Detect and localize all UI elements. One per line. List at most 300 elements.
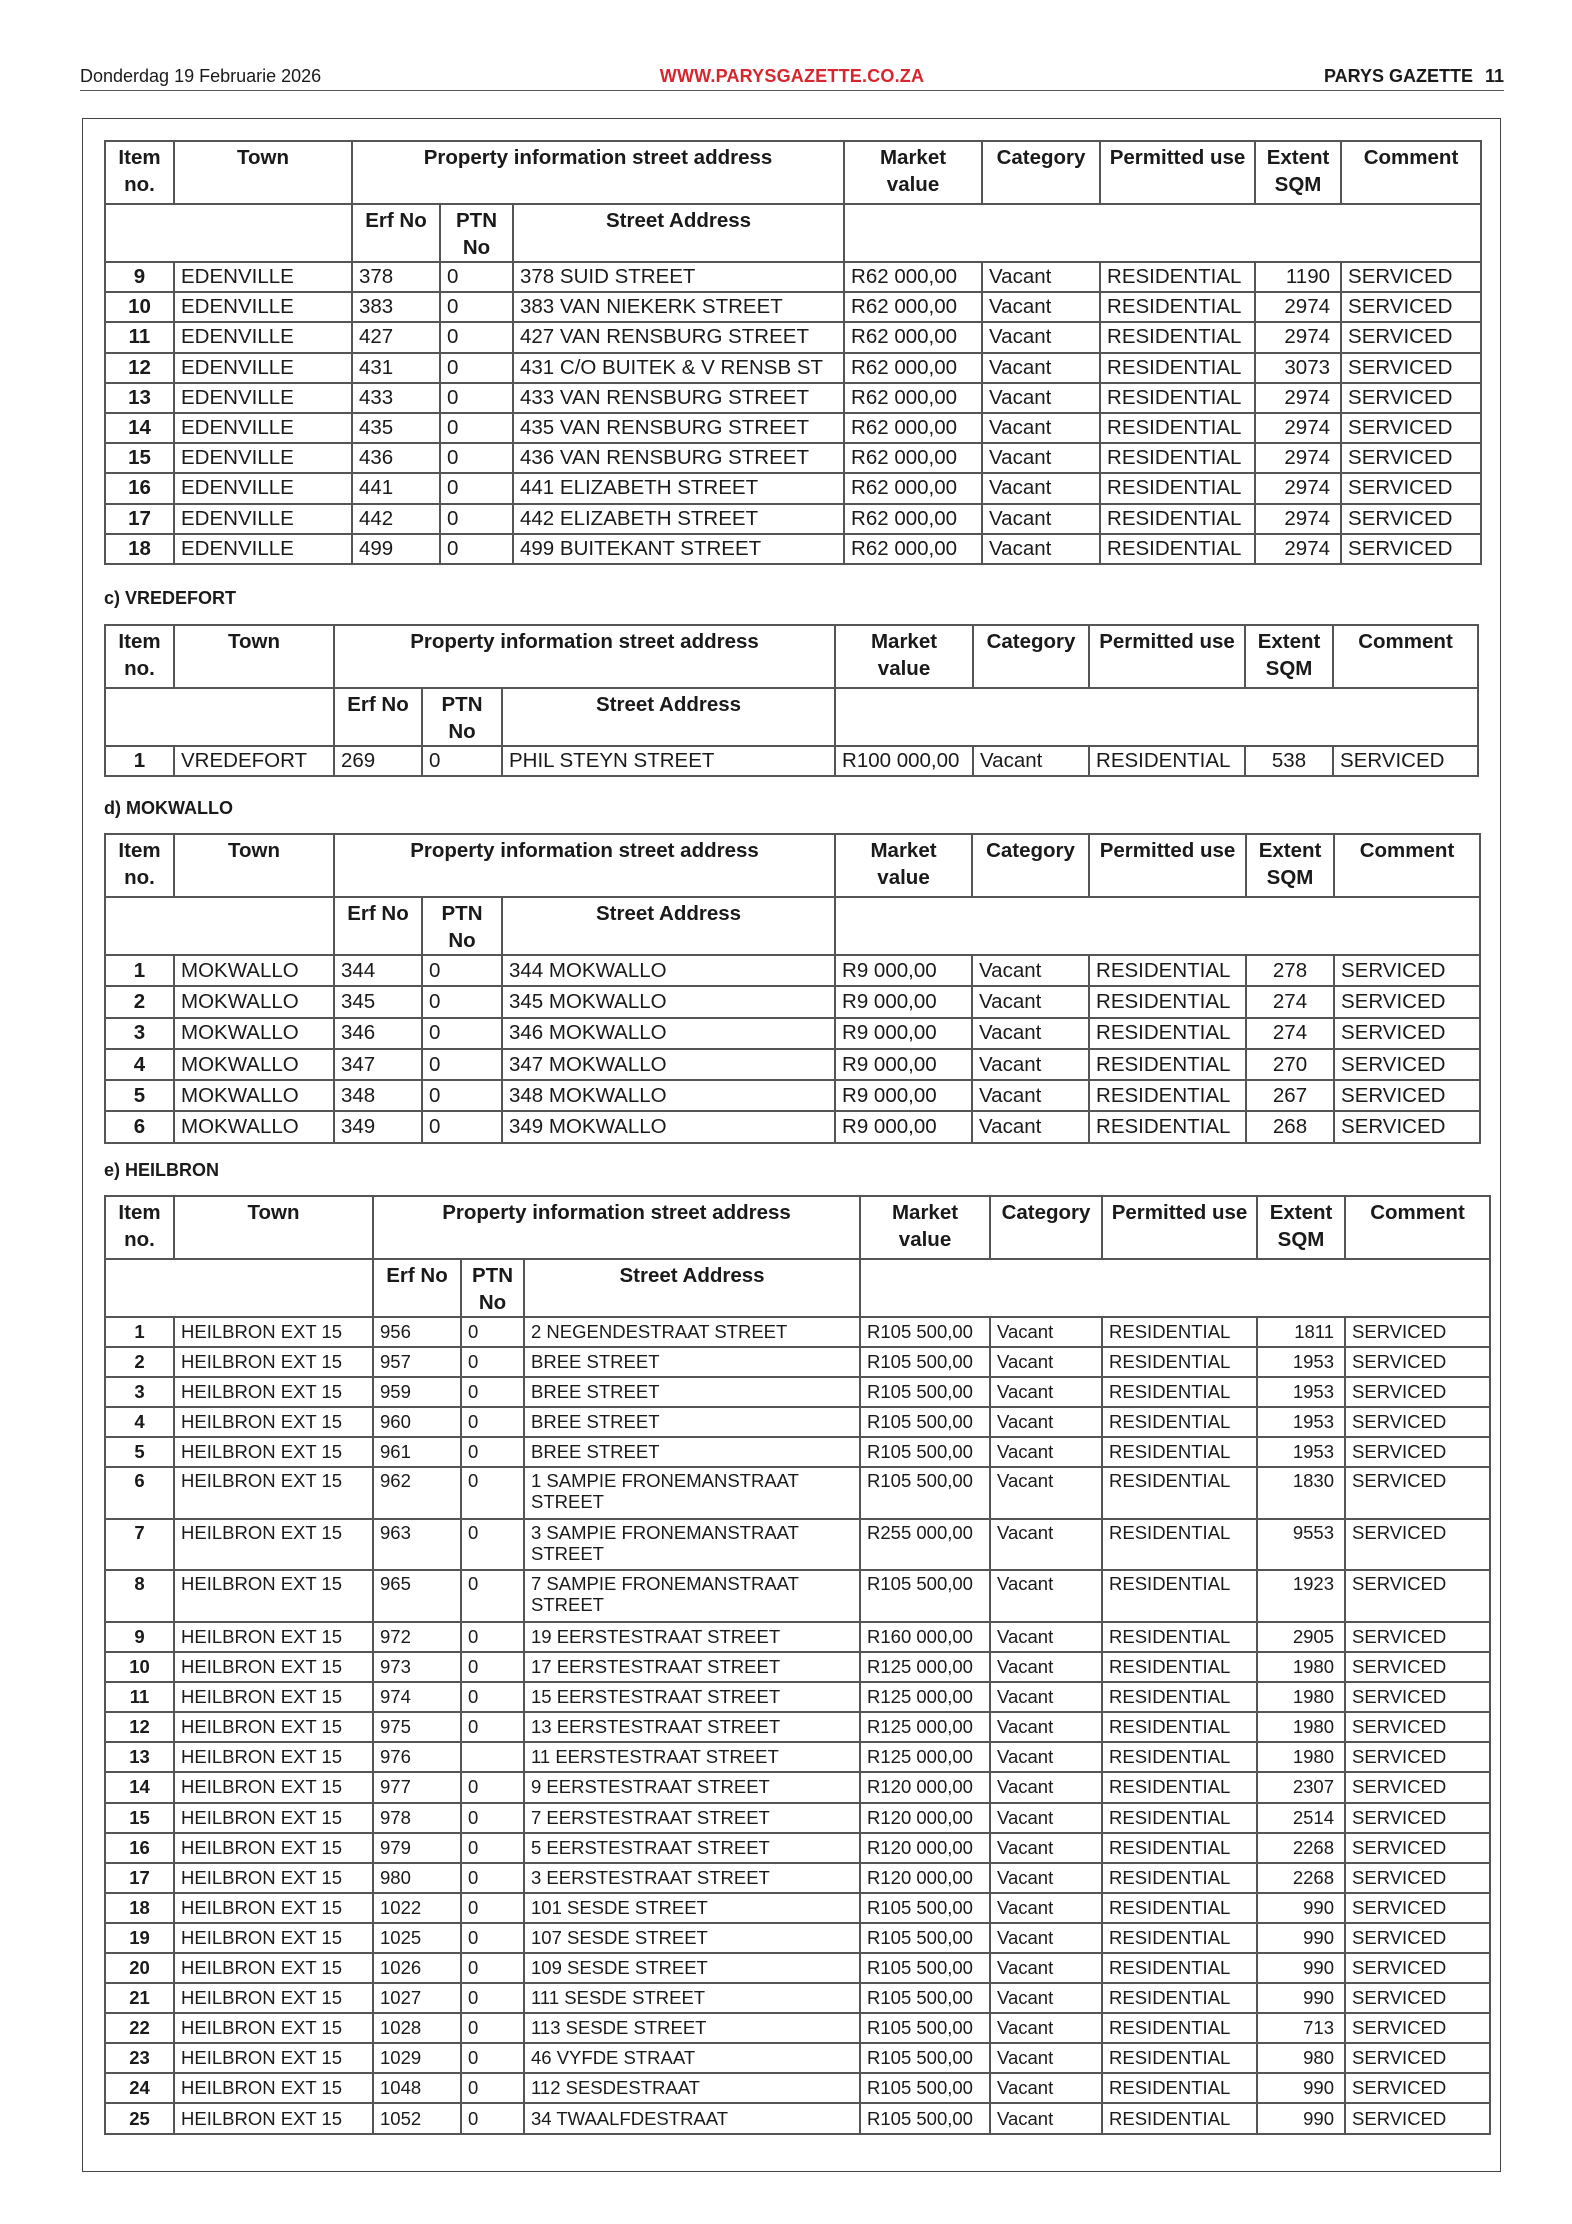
erf-no-cell: 976 [373,1742,461,1772]
town-cell: EDENVILLE [174,262,352,292]
table-row [105,1622,1490,1652]
comment-cell: SERVICED [1345,2103,1490,2133]
col-extent: Extent SQM [1257,1196,1345,1259]
col-market-value: Market value [835,834,972,897]
extent-cell: 1980 [1257,1742,1345,1772]
town-cell: MOKWALLO [174,1080,334,1111]
street-address-cell: 346 MOKWALLO [502,1018,835,1049]
town-cell: MOKWALLO [174,955,334,986]
col-property-info: Property information street address [334,834,835,897]
table-row [105,1049,1480,1080]
comment-cell: SERVICED [1333,746,1478,776]
permitted-use-cell: RESIDENTIAL [1089,1049,1246,1080]
item-no-cell: 1 [105,955,174,986]
comment-cell: SERVICED [1345,1622,1490,1652]
town-cell: MOKWALLO [174,1111,334,1142]
street-address-cell: 5 EERSTESTRAAT STREET [524,1833,860,1863]
ptn-no-cell: 0 [461,1712,524,1742]
street-address-cell: 7 SAMPIE FRONEMANSTRAAT STREET [524,1570,860,1622]
town-cell: HEILBRON EXT 15 [174,1772,373,1802]
item-no-cell: 11 [105,1682,174,1712]
town-cell: HEILBRON EXT 15 [174,1712,373,1742]
table-row [105,1111,1480,1142]
permitted-use-cell: RESIDENTIAL [1102,1570,1257,1622]
table-row [105,413,1481,443]
ptn-no-cell: 0 [422,1111,502,1142]
street-address-cell: 9 EERSTESTRAAT STREET [524,1772,860,1802]
item-no-cell: 6 [105,1111,174,1142]
vredefort-table [104,624,1479,777]
subheader-blank [835,688,1478,746]
street-address-cell: 113 SESDE STREET [524,2013,860,2043]
town-cell: HEILBRON EXT 15 [174,2103,373,2133]
town-cell: EDENVILLE [174,353,352,383]
ptn-no-cell: 0 [461,1772,524,1802]
permitted-use-cell: RESIDENTIAL [1102,1437,1257,1467]
category-cell: Vacant [982,443,1100,473]
comment-cell: SERVICED [1345,1803,1490,1833]
table-row [105,1519,1490,1571]
ptn-no-cell: 0 [461,2043,524,2073]
street-address-cell: 101 SESDE STREET [524,1893,860,1923]
extent-cell: 2974 [1255,443,1341,473]
table-row [105,322,1481,352]
erf-no-cell: 977 [373,1772,461,1802]
col-erf-no: Erf No [334,897,422,955]
market-value-cell: R120 000,00 [860,1833,990,1863]
table-row [105,1407,1490,1437]
permitted-use-cell: RESIDENTIAL [1102,1519,1257,1571]
permitted-use-cell: RESIDENTIAL [1102,1953,1257,1983]
ptn-no-cell: 0 [440,322,513,352]
extent-cell: 270 [1246,1049,1334,1080]
extent-cell: 980 [1257,2043,1345,2073]
ptn-no-cell: 0 [461,1377,524,1407]
street-address-cell: 435 VAN RENSBURG STREET [513,413,844,443]
erf-no-cell: 978 [373,1803,461,1833]
street-address-cell: 345 MOKWALLO [502,986,835,1017]
item-no-cell: 3 [105,1377,174,1407]
category-cell: Vacant [982,413,1100,443]
col-category: Category [982,141,1100,204]
extent-cell: 1190 [1255,262,1341,292]
category-cell: Vacant [990,1377,1102,1407]
comment-cell: SERVICED [1334,1111,1480,1142]
market-value-cell: R105 500,00 [860,1407,990,1437]
category-cell: Vacant [972,955,1089,986]
erf-no-cell: 980 [373,1863,461,1893]
comment-cell: SERVICED [1345,1772,1490,1802]
town-cell: HEILBRON EXT 15 [174,1863,373,1893]
table-row [105,504,1481,534]
market-value-cell: R160 000,00 [860,1622,990,1652]
item-no-cell: 17 [105,1863,174,1893]
erf-no-cell: 383 [352,292,440,322]
item-no-cell: 9 [105,262,174,292]
erf-no-cell: 378 [352,262,440,292]
col-street-address: Street Address [524,1259,860,1317]
street-address-cell: 19 EERSTESTRAAT STREET [524,1622,860,1652]
ptn-no-cell: 0 [461,1622,524,1652]
street-address-cell: BREE STREET [524,1377,860,1407]
table-row [105,1437,1490,1467]
erf-no-cell: 972 [373,1622,461,1652]
table-row [105,2103,1490,2133]
market-value-cell: R9 000,00 [835,1111,972,1142]
town-cell: EDENVILLE [174,322,352,352]
comment-cell: SERVICED [1345,1833,1490,1863]
town-cell: HEILBRON EXT 15 [174,1437,373,1467]
table-row [105,1317,1490,1347]
comment-cell: SERVICED [1345,1983,1490,2013]
market-value-cell: R9 000,00 [835,1018,972,1049]
paper-name: PARYS GAZETTE [1323,66,1473,86]
item-no-cell: 15 [105,1803,174,1833]
item-no-cell: 4 [105,1049,174,1080]
category-cell: Vacant [990,1712,1102,1742]
comment-cell: SERVICED [1345,1712,1490,1742]
table-row [105,1377,1490,1407]
street-address-cell: 15 EERSTESTRAAT STREET [524,1682,860,1712]
heilbron-table-header [105,1196,1490,1317]
permitted-use-cell: RESIDENTIAL [1089,1080,1246,1111]
extent-cell: 2974 [1255,292,1341,322]
street-address-cell: 13 EERSTESTRAAT STREET [524,1712,860,1742]
comment-cell: SERVICED [1334,1080,1480,1111]
col-extent: Extent SQM [1245,625,1333,688]
permitted-use-cell: RESIDENTIAL [1100,292,1255,322]
erf-no-cell: 346 [334,1018,422,1049]
heilbron-table [104,1195,1491,2135]
street-address-cell: 427 VAN RENSBURG STREET [513,322,844,352]
street-address-cell: 349 MOKWALLO [502,1111,835,1142]
town-cell: MOKWALLO [174,1049,334,1080]
comment-cell: SERVICED [1345,1377,1490,1407]
table-row [105,534,1481,564]
table-row [105,1863,1490,1893]
permitted-use-cell: RESIDENTIAL [1089,955,1246,986]
market-value-cell: R105 500,00 [860,1377,990,1407]
erf-no-cell: 348 [334,1080,422,1111]
col-town: Town [174,625,334,688]
town-cell: HEILBRON EXT 15 [174,1833,373,1863]
permitted-use-cell: RESIDENTIAL [1089,746,1245,776]
table-row [105,292,1481,322]
item-no-cell: 12 [105,1712,174,1742]
ptn-no-cell: 0 [461,1983,524,2013]
extent-cell: 2974 [1255,534,1341,564]
market-value-cell: R62 000,00 [844,292,982,322]
ptn-no-cell: 0 [461,2013,524,2043]
street-address-cell: 7 EERSTESTRAAT STREET [524,1803,860,1833]
ptn-no-cell: 0 [461,1863,524,1893]
street-address-cell: 442 ELIZABETH STREET [513,504,844,534]
market-value-cell: R125 000,00 [860,1712,990,1742]
col-comment: Comment [1333,625,1478,688]
erf-no-cell: 433 [352,383,440,413]
item-no-cell: 23 [105,2043,174,2073]
ptn-no-cell: 0 [461,1437,524,1467]
market-value-cell: R105 500,00 [860,1347,990,1377]
comment-cell: SERVICED [1345,1467,1490,1519]
ptn-no-cell: 0 [440,353,513,383]
col-town: Town [174,141,352,204]
col-market-value: Market value [844,141,982,204]
extent-cell: 1830 [1257,1467,1345,1519]
col-property-info: Property information street address [334,625,835,688]
market-value-cell: R62 000,00 [844,504,982,534]
ptn-no-cell: 0 [440,262,513,292]
category-cell: Vacant [990,1983,1102,2013]
market-value-cell: R9 000,00 [835,986,972,1017]
erf-no-cell: 345 [334,986,422,1017]
category-cell: Vacant [990,2073,1102,2103]
permitted-use-cell: RESIDENTIAL [1102,1803,1257,1833]
erf-no-cell: 436 [352,443,440,473]
table-row [105,1570,1490,1622]
table-row [105,443,1481,473]
extent-cell: 2268 [1257,1833,1345,1863]
street-address-cell: BREE STREET [524,1407,860,1437]
category-cell: Vacant [990,1622,1102,1652]
extent-cell: 2974 [1255,413,1341,443]
market-value-cell: R62 000,00 [844,353,982,383]
permitted-use-cell: RESIDENTIAL [1100,534,1255,564]
item-no-cell: 12 [105,353,174,383]
table-row [105,2043,1490,2073]
category-cell: Vacant [990,1833,1102,1863]
mokwallo-table-header [105,834,1480,955]
town-cell: EDENVILLE [174,534,352,564]
section-label-mokwallo: d) MOKWALLO [104,798,233,818]
item-no-cell: 8 [105,1570,174,1622]
table-row [105,1018,1480,1049]
town-cell: HEILBRON EXT 15 [174,2043,373,2073]
item-no-cell: 16 [105,1833,174,1863]
street-address-cell: 378 SUID STREET [513,262,844,292]
table-row [105,1893,1490,1923]
ptn-no-cell: 0 [440,473,513,503]
col-erf-no: Erf No [352,204,440,262]
extent-cell: 1923 [1257,1570,1345,1622]
table-row [105,2073,1490,2103]
erf-no-cell: 963 [373,1519,461,1571]
category-cell: Vacant [990,1347,1102,1377]
erf-no-cell: 979 [373,1833,461,1863]
comment-cell: SERVICED [1341,534,1481,564]
permitted-use-cell: RESIDENTIAL [1102,1407,1257,1437]
item-no-cell: 16 [105,473,174,503]
item-no-cell: 2 [105,986,174,1017]
permitted-use-cell: RESIDENTIAL [1102,2013,1257,2043]
item-no-cell: 18 [105,1893,174,1923]
street-address-cell: 2 NEGENDESTRAAT STREET [524,1317,860,1347]
market-value-cell: R120 000,00 [860,1772,990,1802]
item-no-cell: 11 [105,322,174,352]
ptn-no-cell: 0 [422,1080,502,1111]
street-address-cell: 344 MOKWALLO [502,955,835,986]
market-value-cell: R9 000,00 [835,955,972,986]
market-value-cell: R120 000,00 [860,1803,990,1833]
erf-no-cell: 1022 [373,1893,461,1923]
item-no-cell: 13 [105,1742,174,1772]
street-address-cell: 383 VAN NIEKERK STREET [513,292,844,322]
street-address-cell: 112 SESDESTRAAT [524,2073,860,2103]
market-value-cell: R62 000,00 [844,262,982,292]
market-value-cell: R255 000,00 [860,1519,990,1571]
permitted-use-cell: RESIDENTIAL [1100,504,1255,534]
table-row [105,1712,1490,1742]
town-cell: MOKWALLO [174,986,334,1017]
category-cell: Vacant [982,534,1100,564]
permitted-use-cell: RESIDENTIAL [1102,1652,1257,1682]
permitted-use-cell: RESIDENTIAL [1100,413,1255,443]
permitted-use-cell: RESIDENTIAL [1089,1018,1246,1049]
town-cell: EDENVILLE [174,292,352,322]
ptn-no-cell: 0 [461,1893,524,1923]
category-cell: Vacant [990,1953,1102,1983]
street-address-cell: 436 VAN RENSBURG STREET [513,443,844,473]
town-cell: EDENVILLE [174,443,352,473]
table-row [105,1833,1490,1863]
table-row [105,2013,1490,2043]
permitted-use-cell: RESIDENTIAL [1102,1772,1257,1802]
extent-cell: 9553 [1257,1519,1345,1571]
table-row [105,262,1481,292]
erf-no-cell: 499 [352,534,440,564]
extent-cell: 267 [1246,1080,1334,1111]
item-no-cell: 4 [105,1407,174,1437]
comment-cell: SERVICED [1341,353,1481,383]
ptn-no-cell: 0 [461,1519,524,1571]
col-ptn-no: PTN No [461,1259,524,1317]
town-cell: HEILBRON EXT 15 [174,1682,373,1712]
comment-cell: SERVICED [1345,1652,1490,1682]
ptn-no-cell: 0 [461,1652,524,1682]
extent-cell: 1980 [1257,1682,1345,1712]
town-cell: HEILBRON EXT 15 [174,1347,373,1377]
extent-cell: 274 [1246,986,1334,1017]
ptn-no-cell: 0 [461,1953,524,1983]
erf-no-cell: 344 [334,955,422,986]
table-row [105,1983,1490,2013]
category-cell: Vacant [990,1742,1102,1772]
permitted-use-cell: RESIDENTIAL [1102,1923,1257,1953]
table-row [105,353,1481,383]
permitted-use-cell: RESIDENTIAL [1102,1833,1257,1863]
extent-cell: 990 [1257,2103,1345,2133]
town-cell: HEILBRON EXT 15 [174,1622,373,1652]
market-value-cell: R120 000,00 [860,1863,990,1893]
permitted-use-cell: RESIDENTIAL [1100,473,1255,503]
category-cell: Vacant [972,1111,1089,1142]
category-cell: Vacant [990,2103,1102,2133]
item-no-cell: 10 [105,1652,174,1682]
comment-cell: SERVICED [1345,1953,1490,1983]
edenville-table-header [105,141,1481,262]
item-no-cell: 10 [105,292,174,322]
subheader-blank [860,1259,1490,1317]
comment-cell: SERVICED [1345,1570,1490,1622]
permitted-use-cell: RESIDENTIAL [1102,2073,1257,2103]
comment-cell: SERVICED [1345,1519,1490,1571]
erf-no-cell: 347 [334,1049,422,1080]
category-cell: Vacant [982,322,1100,352]
market-value-cell: R100 000,00 [835,746,973,776]
comment-cell: SERVICED [1345,1742,1490,1772]
category-cell: Vacant [990,1652,1102,1682]
market-value-cell: R62 000,00 [844,473,982,503]
col-extent: Extent SQM [1255,141,1341,204]
extent-cell: 990 [1257,1893,1345,1923]
market-value-cell: R105 500,00 [860,2013,990,2043]
erf-no-cell: 957 [373,1347,461,1377]
item-no-cell: 17 [105,504,174,534]
col-comment: Comment [1341,141,1481,204]
comment-cell: SERVICED [1341,322,1481,352]
permitted-use-cell: RESIDENTIAL [1102,1863,1257,1893]
permitted-use-cell: RESIDENTIAL [1102,1682,1257,1712]
col-permitted-use: Permitted use [1089,625,1245,688]
col-erf-no: Erf No [334,688,422,746]
item-no-cell: 25 [105,2103,174,2133]
permitted-use-cell: RESIDENTIAL [1100,353,1255,383]
website-link[interactable]: WWW.PARYSGAZETTE.CO.ZA [659,66,925,86]
town-cell: HEILBRON EXT 15 [174,1893,373,1923]
ptn-no-cell: 0 [422,746,502,776]
table-row [105,1923,1490,1953]
market-value-cell: R62 000,00 [844,322,982,352]
col-item-no: Item no. [105,834,174,897]
street-address-cell: PHIL STEYN STREET [502,746,835,776]
town-cell: HEILBRON EXT 15 [174,1377,373,1407]
col-market-value: Market value [860,1196,990,1259]
permitted-use-cell: RESIDENTIAL [1102,1377,1257,1407]
erf-no-cell: 431 [352,353,440,383]
col-category: Category [972,834,1089,897]
erf-no-cell: 441 [352,473,440,503]
item-no-cell: 14 [105,1772,174,1802]
col-category: Category [973,625,1089,688]
col-property-info: Property information street address [352,141,844,204]
col-item-no: Item no. [105,625,174,688]
category-cell: Vacant [990,1923,1102,1953]
table-row [105,1080,1480,1111]
subheader-blank [105,204,352,262]
extent-cell: 268 [1246,1111,1334,1142]
col-comment: Comment [1345,1196,1490,1259]
erf-no-cell: 1028 [373,2013,461,2043]
market-value-cell: R105 500,00 [860,2103,990,2133]
masthead [1324,66,1504,87]
col-permitted-use: Permitted use [1100,141,1255,204]
subheader-blank [105,1259,373,1317]
table-row [105,1347,1490,1377]
extent-cell: 2307 [1257,1772,1345,1802]
category-cell: Vacant [982,383,1100,413]
extent-cell: 1980 [1257,1712,1345,1742]
ptn-no-cell: 0 [440,443,513,473]
market-value-cell: R9 000,00 [835,1080,972,1111]
ptn-no-cell: 0 [461,1570,524,1622]
table-row [105,1953,1490,1983]
permitted-use-cell: RESIDENTIAL [1102,1622,1257,1652]
ptn-no-cell: 0 [461,2073,524,2103]
category-cell: Vacant [990,1863,1102,1893]
market-value-cell: R62 000,00 [844,443,982,473]
street-address-cell: 1 SAMPIE FRONEMANSTRAAT STREET [524,1467,860,1519]
street-address-cell: 46 VYFDE STRAAT [524,2043,860,2073]
